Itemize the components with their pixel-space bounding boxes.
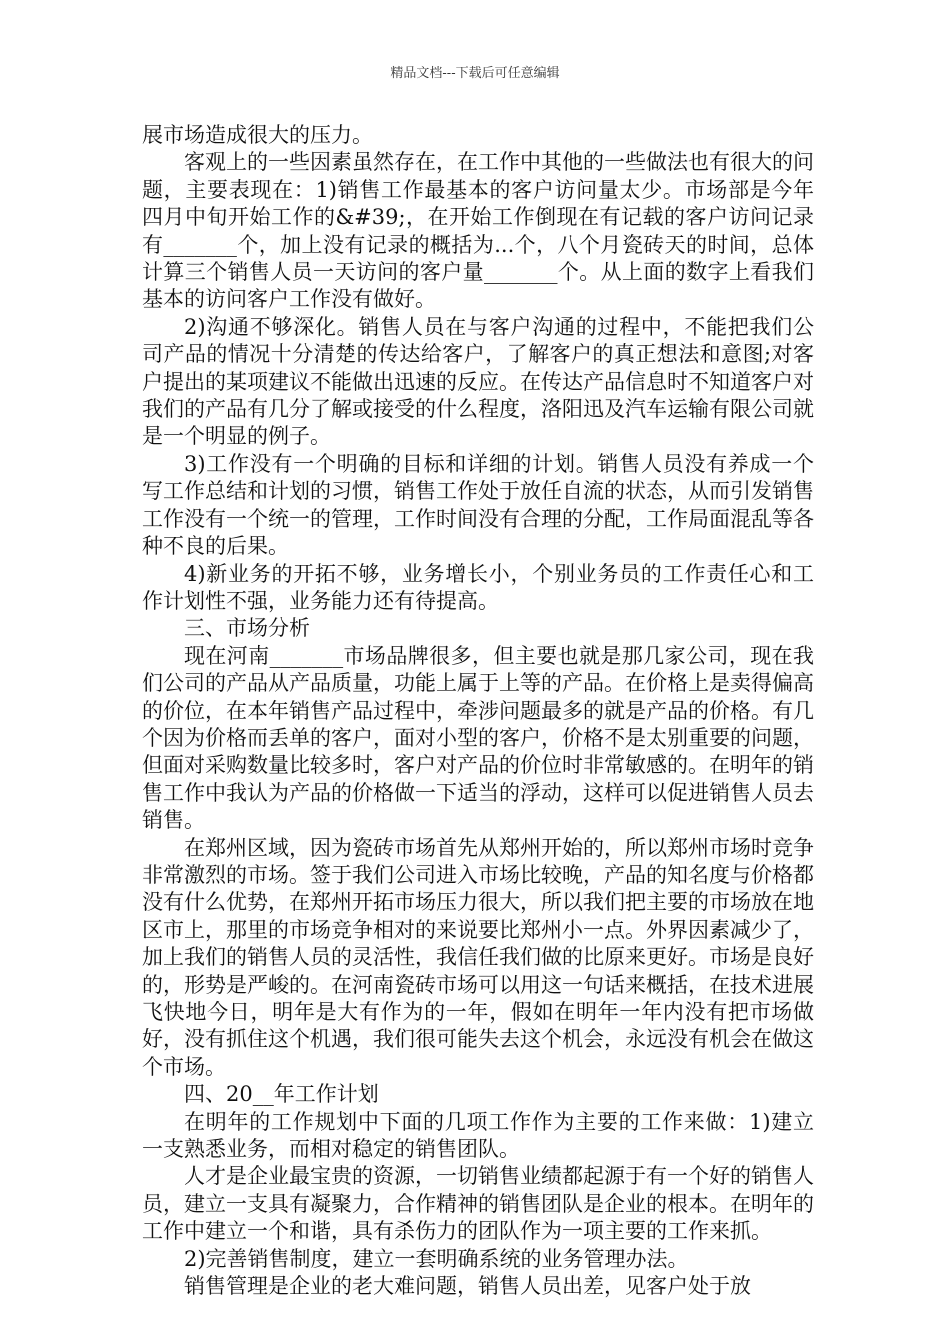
paragraph: 客观上的一些因素虽然存在，在工作中其他的一些做法也有很大的问题，主要表现在：1)销售工作最基本的客户访问量太少。市场部是今年四月中旬开始工作的&#39;，在开始工作倒现在有记载的客户访问记录有_______个，加上没有记录的概括为...个，八个月瓷砖天的时间，总体计算三个销售人员一天访问的客户量_______个。从上面的数字上看我们基本的访问客户工作没有做好。	[142, 150, 814, 312]
paragraph: 人才是企业最宝贵的资源，一切销售业绩都起源于有一个好的销售人员，建立一支具有凝聚力，合作精神的销售团队是企业的根本。在明年的工作中建立一个和谐，具有杀伤力的团队作为一项主要的工作来抓。	[142, 1164, 814, 1244]
paragraph: 在郑州区域，因为瓷砖市场首先从郑州开始的，所以郑州市场时竞争非常激烈的市场。签于我们公司进入市场比较晚，产品的知名度与价格都没有什么优势，在郑州开拓市场压力很大，所以我们把主要的市场放在地区市上，那里的市场竞争相对的来说要比郑州小一点。外界因素减少了，加上我们的销售人员的灵活性，我信任我们做的比原来更好。市场是良好的，形势是严峻的。在河南瓷砖市场可以用这一句话来概括，在技术进展飞快地今日，明年是大有作为的一年，假如在明年一年内没有把市场做好，没有抓住这个机遇，我们很可能失去这个机会，永远没有机会在做这个市场。	[142, 835, 814, 1079]
paragraph: 3)工作没有一个明确的目标和详细的计划。销售人员没有养成一个写工作总结和计划的习惯，销售工作处于放任自流的状态，从而引发销售工作没有一个统一的管理，工作时间没有合理的分配，工作局面混乱等各种不良的后果。	[142, 451, 814, 559]
paragraph: 现在河南_______市场品牌很多，但主要也就是那几家公司，现在我们公司的产品从产品质量，功能上属于上等的产品。在价格上是卖得偏高的价位，在本年销售产品过程中，牵涉问题最多的就是产品的价格。有几个因为价格而丢单的客户，面对小型的客户，价格不是太别重要的问题，但面对采购数量比较多时，客户对产品的价位时非常敏感的。在明年的销售工作中我认为产品的价格做一下适当的浮动，这样可以促进销售人员去销售。	[142, 643, 814, 833]
paragraph: 4)新业务的开拓不够，业务增长小，个别业务员的工作责任心和工作计划性不强，业务能力还有待提高。	[142, 561, 814, 613]
paragraph: 2)完善销售制度，建立一套明确系统的业务管理办法。	[184, 1246, 689, 1271]
paragraph: 销售管理是企业的老大难问题，销售人员出差，见客户处于放	[184, 1274, 751, 1299]
paragraph: 展市场造成很大的压力。	[142, 123, 373, 147]
section-heading: 三、市场分析	[184, 616, 310, 641]
paragraph: 2)沟通不够深化。销售人员在与客户沟通的过程中，不能把我们公司产品的情况十分清楚的传达给客户，了解客户的真正想法和意图;对客户提出的某项建议不能做出迅速的反应。在传达产品信息时不知道客户对我们的产品有几分了解或接受的什么程度，洛阳迅及汽车运输有限公司就是一个明显的例子。	[142, 314, 814, 449]
document-body	[142, 122, 814, 1300]
paragraph: 在明年的工作规划中下面的几项工作作为主要的工作来做：1)建立一支熟悉业务，而相对稳定的销售团队。	[142, 1109, 814, 1162]
page-header: 精品文档---下载后可任意编辑	[390, 66, 560, 81]
section-heading: 四、20__年工作计划	[184, 1082, 379, 1107]
